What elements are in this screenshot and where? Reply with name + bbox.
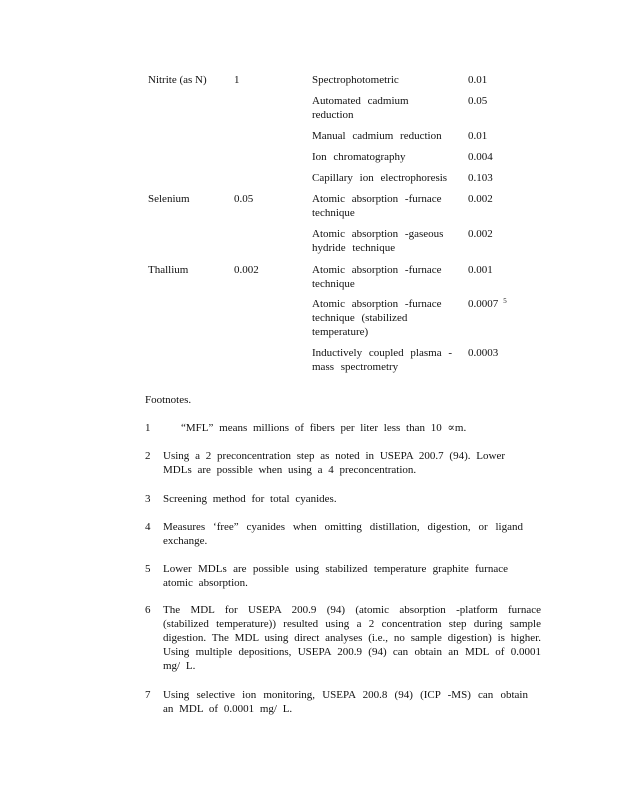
footnote-number: 5 (145, 563, 151, 575)
method-cell: Atomic absorption -furnace technique (312, 264, 442, 290)
mcl-cell: 0.002 (234, 264, 259, 276)
footnote-number: 3 (145, 493, 151, 505)
mdl-cell: 0.0003 (468, 347, 499, 359)
mcl-cell: 1 (234, 74, 240, 86)
footnote-number: 2 (145, 450, 151, 462)
footnote-text: “MFL” means millions of fibers per liter less than 10 ∝m. (181, 422, 467, 434)
footnote-text: The MDL for USEPA 200.9 (94) (atomic absorption -platform furnace (stabilized temperature)) resulted using a 2 concentration step during sample digestion. The MDL using direct analyses (i.e., no sample digestion) is higher. Using multiple depositions, USEPA 200.9 (94) can obtain an MDL of 0.0001 mg/ L. (163, 604, 541, 672)
mdl-cell: 0.002 (468, 193, 493, 205)
method-cell: Ion chromatography (312, 151, 406, 163)
contaminant-cell: Nitrite (as N) (148, 74, 207, 86)
footnote-marker: 5 (503, 297, 507, 305)
footnote-number: 1 (145, 422, 151, 434)
method-cell: Spectrophotometric (312, 74, 399, 86)
footnote-number: 6 (145, 604, 151, 616)
method-cell: Atomic absorption -furnace technique (stabilized temperature) (312, 298, 442, 338)
footnote-text: Lower MDLs are possible using stabilized temperature graphite furnace atomic absorption. (163, 563, 508, 589)
mdl-cell: 0.002 (468, 228, 493, 240)
footnote-number: 4 (145, 521, 151, 533)
mdl-cell: 0.01 (468, 130, 488, 142)
contaminant-cell: Selenium (148, 193, 190, 205)
footnote-text: Measures ‘free” cyanides when omitting distillation, digestion, or ligand exchange. (163, 521, 523, 547)
method-cell: Capillary ion electrophoresis (312, 172, 448, 184)
contaminant-cell: Thallium (148, 264, 189, 276)
footnote-text: Screening method for total cyanides. (163, 493, 337, 505)
mdl-value: 0.0007 (468, 298, 499, 310)
method-cell: Automated cadmium reduction (312, 95, 409, 121)
method-cell: Inductively coupled plasma - mass spectrometry (312, 347, 452, 373)
mdl-cell: 0.103 (468, 172, 493, 184)
mdl-cell: 0.001 (468, 264, 493, 276)
mdl-cell: 0.004 (468, 151, 493, 163)
method-cell: Atomic absorption -furnace technique (312, 193, 442, 219)
method-cell: Manual cadmium reduction (312, 130, 442, 142)
method-cell: Atomic absorption -gaseous hydride technique (312, 228, 444, 254)
footnotes-heading: Footnotes. (145, 394, 192, 406)
mdl-cell: 0.01 (468, 74, 488, 86)
mdl-cell: 0.05 (468, 95, 488, 107)
footnote-text: Using selective ion monitoring, USEPA 200.8 (94) (ICP -MS) can obtain an MDL of 0.0001 mg/ L. (163, 689, 528, 715)
footnote-number: 7 (145, 689, 151, 701)
footnote-text: Using a 2 preconcentration step as noted in USEPA 200.7 (94). Lower MDLs are possible when using a 4 preconcentration. (163, 450, 505, 476)
mdl-cell (468, 297, 528, 312)
mcl-cell: 0.05 (234, 193, 254, 205)
